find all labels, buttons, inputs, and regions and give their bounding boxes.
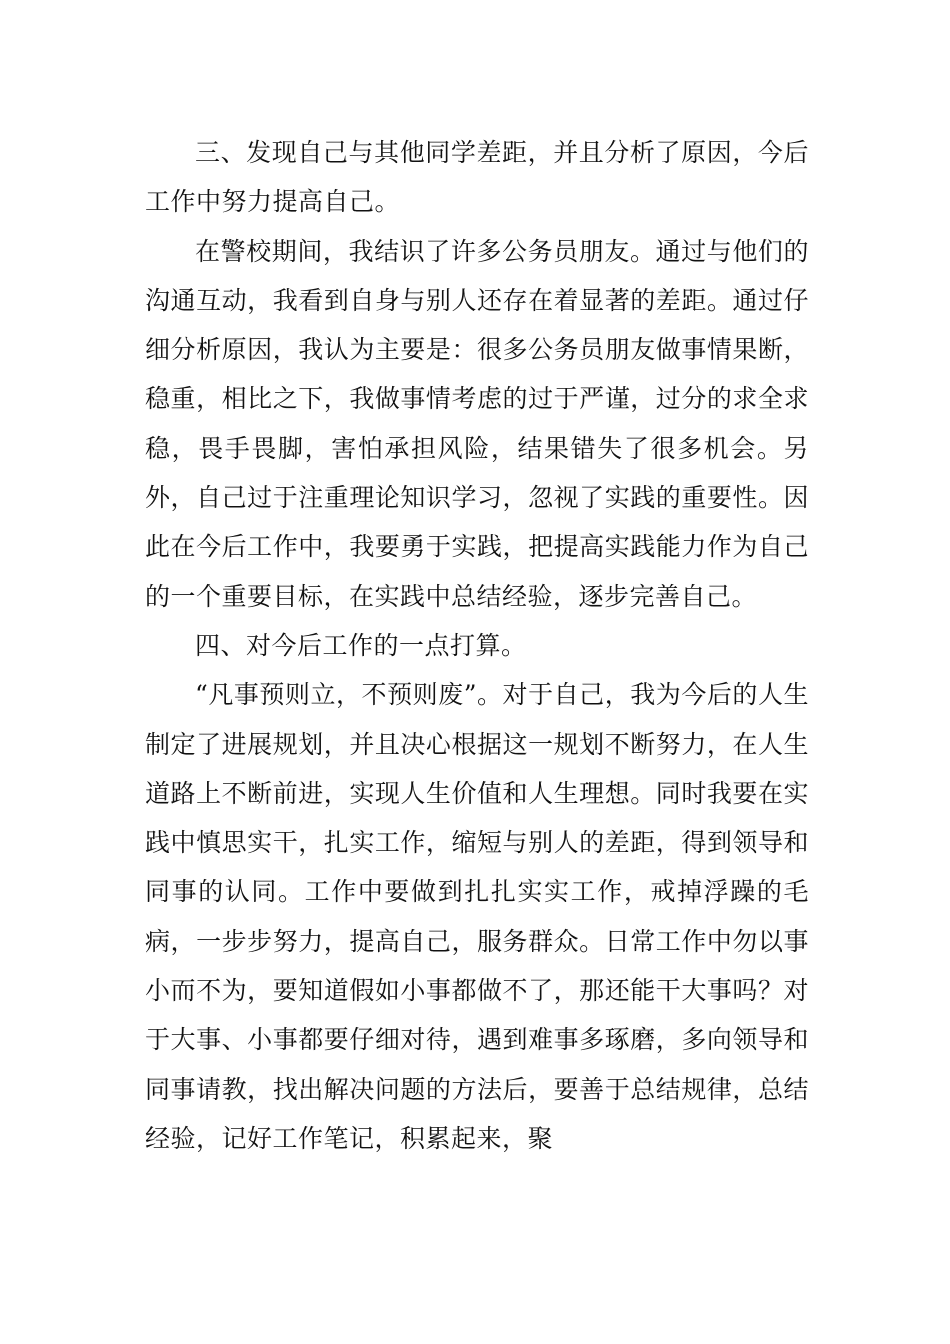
body-paragraph: 在警校期间，我结识了许多公务员朋友。通过与他们的沟通互动，我看到自身与别人还存在着显著的差距。通过仔细分析原因，我认为主要是：很多公务员朋友做事情果断，稳重，相比之下，我做事情考虑的过于严谨，过分的求全求稳，畏手畏脚，害怕承担风险，结果错失了很多机会。另外，自己过于注重理论知识学习，忽视了实践的重要性。因此在今后工作中，我要勇于实践，把提高实践能力作为自己的一个重要目标，在实践中总结经验，逐步完善自己。 bbox=[145, 236, 809, 611]
document-body bbox=[145, 128, 809, 1163]
body-paragraph: “凡事预则立，不预则废”。对于自己，我为今后的人生制定了进展规划，并且决心根据这一规划不断努力，在人生道路上不断前进，实现人生价值和人生理想。同时我要在实践中慎思实干，扎实工作，缩短与别人的差距，得到领导和同事的认同。工作中要做到扎扎实实工作，戒掉浮躁的毛病，一步步努力，提高自己，服务群众。日常工作中勿以事小而不为，要知道假如小事都做不了，那还能干大事吗？对于大事、小事都要仔细对待，遇到难事多琢磨，多向领导和同事请教，找出解决问题的方法后，要善于总结规律，总结经验，记好工作笔记，积累起来，聚 bbox=[145, 680, 809, 1153]
section-heading-three: 三、发现自己与其他同学差距，并且分析了原因，今后工作中努力提高自己。 bbox=[145, 138, 809, 217]
section-heading-four: 四、对今后工作的一点打算。 bbox=[195, 630, 527, 660]
